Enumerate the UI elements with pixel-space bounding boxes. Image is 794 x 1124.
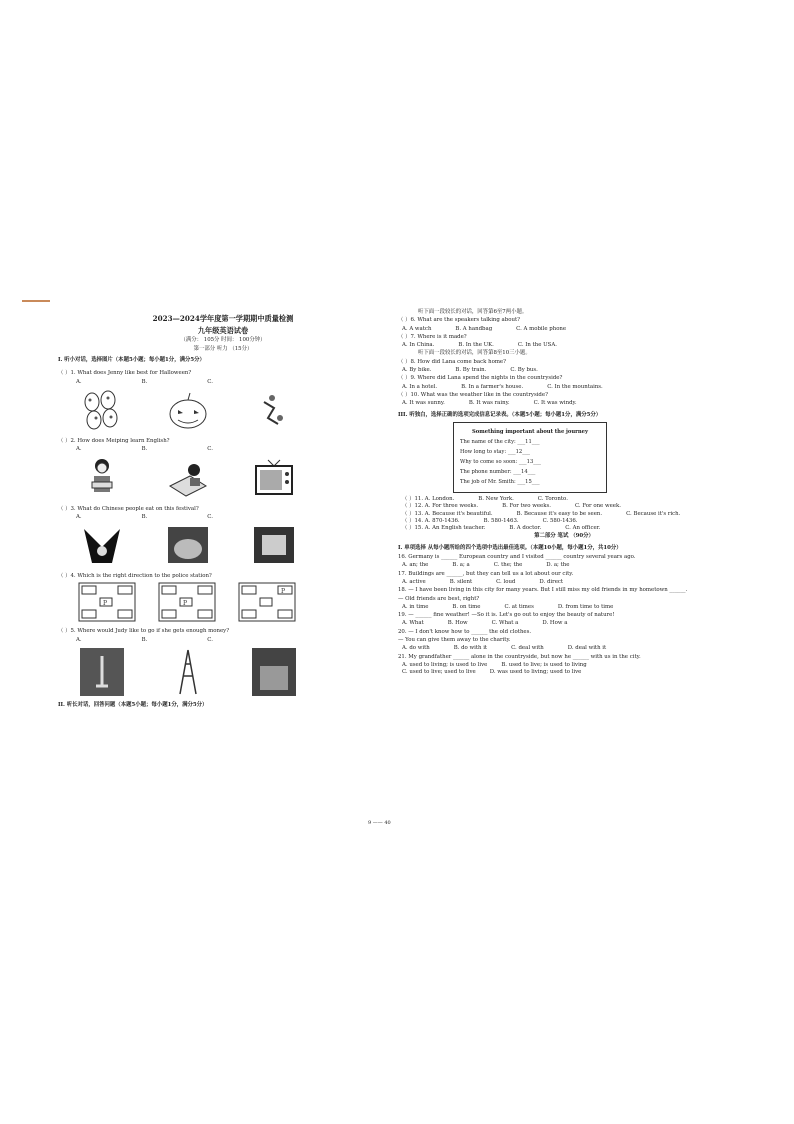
q21-options-cd: C. used to live; used to live D. was used to living; used to live [402,669,582,676]
q2-pictures [78,456,388,500]
candy-picture [250,388,298,432]
table-row: How long to stay: ___12___ [460,448,531,455]
question-2: （ ）2. How does Meiping learn English? [58,437,170,444]
question-7: （ ）7. Where is it made? [398,333,467,340]
dumplings-picture [250,523,298,567]
question-10: （ ）10. What was the weather like in the countryside? [398,391,548,398]
intro-6-7: 听下面一段较长的对话，回答第6至7两小题。 [418,309,528,315]
eggs-picture [78,388,126,432]
castle-picture [250,646,298,698]
mooncake-picture [164,523,212,567]
score-info: （满分： 105分 时间： 100分钟） [180,337,266,344]
q14-options: （ ）14. A. 870-1436. B. 580-1463. C. 580-1436. [402,517,578,524]
svg-text:P: P [183,600,188,608]
question-6: （ ）6. What are the speakers talking about? [398,317,520,324]
intro-8-10: 听下面一段较长的对话，回答第8至10三小题。 [418,350,531,357]
table-title: Something important about the journey [472,428,588,435]
q5-pictures [78,646,388,698]
kid-writing-picture [164,456,212,500]
q10-options: A. It was sunny. B. It was rainy. C. It was windy. [402,400,577,407]
question-18-reply: — Old friends are best, right? [398,595,480,602]
right-column [398,308,730,676]
q20-options: A. do with B. do with it C. deal with D. deal with it [402,645,607,652]
map-a-picture [78,582,136,622]
question-18: 18. — I have been living in this city for many years. But I still miss my old friends in my hometown ______. [398,587,688,594]
q6-options: A. A watch B. A handbag C. A mobile phone [402,325,567,332]
q19-options: A. What B. How C. What a D. How a [402,620,568,627]
question-3: （ ）3. What do Chinese people eat on this festival? [58,505,199,512]
part1-heading: 第一部分 听力 （15分） [193,345,253,352]
question-1: （ ）1. What does Jenny like best for Halloween? [58,370,192,377]
option-labels: A. B. C. [76,378,213,385]
statue-of-liberty-picture [78,646,126,698]
question-4: （ ）4. Which is the right direction to the police station? [58,573,212,580]
question-17: 17. Buildings are ______, but they can tell us a lot about our city. [398,570,574,577]
q15-options: （ ）15. A. An English teacher. B. A doctor. C. An officer. [402,525,601,532]
margin-mark [22,300,50,302]
section4-heading: I. 单项选择 从每小题所给的四个选项中选出最佳选项。（本题10小题，每小题1分，共10分） [398,544,622,551]
q13-options: （ ）13. A. Because it's beautiful. B. Because it's easy to be seen. C. Because it's rich. [402,510,681,517]
table-row: The job of Mr. Smith: ___15___ [460,478,540,485]
table-row: The phone number: ___14___ [460,468,536,475]
eiffel-tower-picture [164,646,212,698]
q18-options: A. in time B. on time C. at times D. from time to time [402,603,614,610]
info-record-table [453,422,607,493]
svg-text:P: P [281,588,286,596]
option-labels: A. B. C. [76,513,213,520]
question-5: （ ）5. Where would Judy like to go if she gets enough money? [58,628,230,635]
television-picture [250,456,298,500]
q3-pictures [78,523,388,567]
q1-pictures [78,388,388,432]
q9-options: A. In a hotel. B. In a farmer's house. C. In the mountains. [402,383,603,390]
q8-options: A. By bike. B. By train. C. By bus. [402,367,538,374]
section1-heading: I. 听小对话，选择图片（本题5小题；每小题1分，满分5分） [58,357,205,364]
question-8: （ ）8. How did Lana come back home? [398,358,507,365]
question-9: （ ）9. Where did Lana spend the nights in the countryside? [398,375,563,382]
option-labels: A. B. C. [76,446,213,453]
table-row: Why to come so soon: ___13___ [460,458,542,465]
question-16: 16. Germany is ______ European country and I visited ______ country several years ago. [398,554,636,561]
option-labels: A. B. C. [76,636,213,643]
q12-options: （ ）12. A. For three weeks. B. For two weeks. C. For one week. [402,503,621,510]
section2-heading: II. 听长对话，回答问题（本题5小题；每小题1分，满分5分） [58,702,208,708]
map-b-picture [158,582,216,622]
q11-options: （ ）11. A. London. B. New York. C. Toronto. [402,495,568,502]
left-column [58,312,388,711]
question-21: 21. My grandfather ______ alone in the countryside, but now he ______ with us in the city. [398,653,641,660]
girl-reading-picture [78,456,126,500]
pumpkin-picture [164,388,212,432]
question-19: 19. — ______ fine weather! —So it is. Let's go out to enjoy the beauty of nature! [398,612,615,619]
svg-text:P: P [103,600,108,608]
question-20-reply: — You can give them away to the charity. [398,637,511,643]
table-row: The name of the city: ___11___ [460,438,540,445]
q16-options: A. an; the B. a; a C. the; the D. a; the [402,562,570,569]
zongzi-picture [78,523,126,567]
exam-subtitle: 九年级英语试卷 [197,325,249,335]
section3-heading: III. 听独白，选择正确的选项完成信息记录表。（本题5小题；每小题1分，满分5分） [398,411,602,418]
q17-options: A. active B. silent C. loud D. direct [402,578,564,585]
map-c-picture [238,582,296,622]
q21-options-ab: A. used to living; is used to live B. used to live; is used to living [402,661,587,668]
part2-heading: 第二部分 笔试 （90分） [534,533,594,540]
question-20: 20. — I don't know how to ______ the old clothes. [398,628,532,635]
exam-title: 2023—2024学年度第一学期期中质量检测 [152,314,294,323]
q7-options: A. In China. B. In the UK. C. In the USA. [402,342,557,349]
page-footer: 9 —— 40 [368,820,391,826]
q4-maps [78,582,388,622]
